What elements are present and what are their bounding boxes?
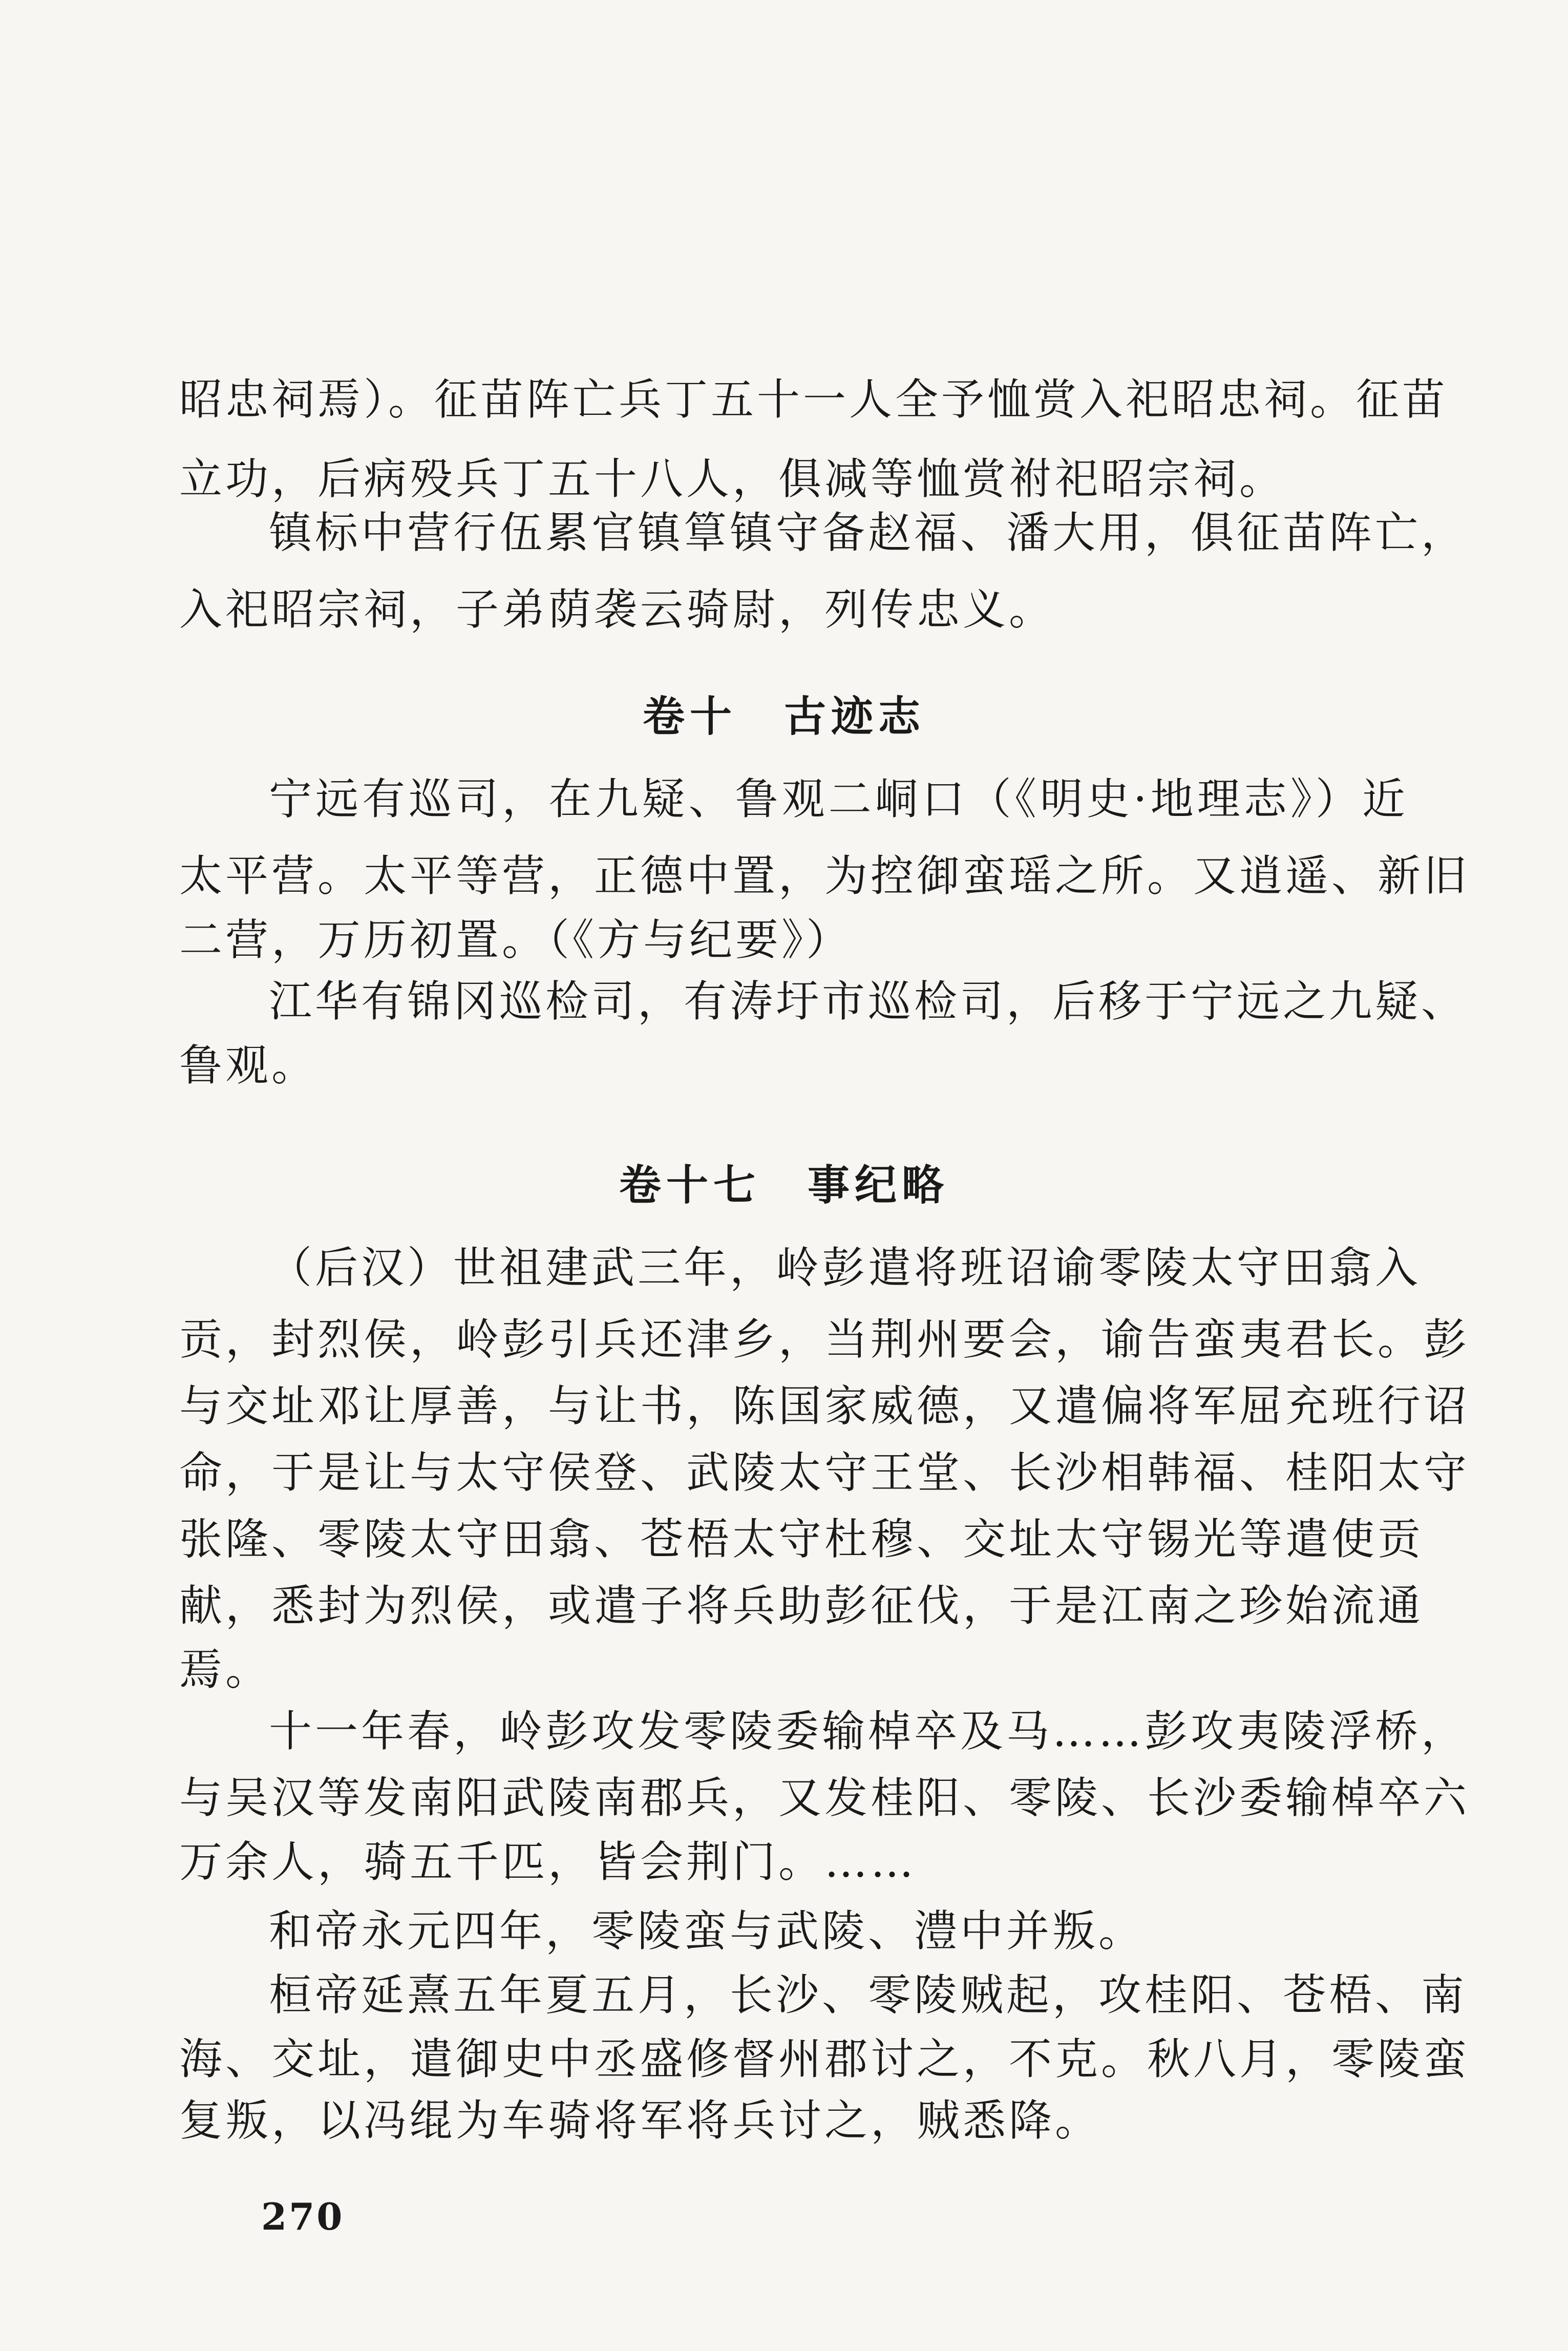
text-line: 与交址邓让厚善，与让书，陈国家威德，又遣偏将军屈充班行诏	[179, 1381, 1470, 1431]
text-line: 太平营。太平等营，正德中置，为控御蛮瑶之所。又逍遥、新旧	[179, 851, 1470, 901]
text-line: 张隆、零陵太守田翕、苍梧太守杜穆、交址太守锡光等遣使贡	[179, 1514, 1424, 1564]
section-heading: 卷十 古迹志	[642, 692, 925, 741]
text-line: 命，于是让与太守侯登、武陵太守王堂、长沙相韩福、桂阳太守	[179, 1447, 1470, 1498]
text-line: 与吴汉等发南阳武陵南郡兵，又发桂阳、零陵、长沙委输棹卒六	[179, 1773, 1470, 1823]
text-line: 江华有锦冈巡检司，有涛圩市巡检司，后移于宁远之九疑、	[269, 976, 1468, 1026]
text-line: 镇标中营行伍累官镇筸镇守备赵福、潘大用，俱征苗阵亡，	[269, 508, 1468, 558]
text-line: 宁远有巡司，在九疑、鲁观二峒口（《明史·地理志》）近	[269, 774, 1408, 824]
section-heading: 卷十七 事纪略	[619, 1161, 949, 1210]
text-line: 昭忠祠焉）。征苗阵亡兵丁五十一人全予恤赏入祀昭忠祠。征苗	[179, 374, 1449, 425]
text-line: 万余人，骑五千匹，皆会荆门。……	[179, 1837, 917, 1887]
text-line: 桓帝延熹五年夏五月，长沙、零陵贼起，攻桂阳、苍梧、南	[269, 1970, 1468, 2020]
page-number: 270	[261, 2195, 345, 2238]
text-line: 和帝永元四年，零陵蛮与武陵、澧中并叛。	[269, 1906, 1145, 1956]
text-line: 二营，万历初置。（《方与纪要》）	[179, 915, 853, 965]
text-line: 十一年春，岭彭攻发零陵委输棹卒及马……彭攻夷陵浮桥，	[269, 1706, 1468, 1756]
text-line: 献，悉封为烈侯，或遣子将兵助彭征伐，于是江南之珍始流通	[179, 1581, 1424, 1631]
text-line: 贡，封烈侯，岭彭引兵还津乡，当荆州要会，谕告蛮夷君长。彭	[179, 1314, 1470, 1365]
text-line: 复叛，以冯绲为车骑将军将兵讨之，贼悉降。	[179, 2095, 1101, 2146]
text-line: 入祀昭宗祠，子弟荫袭云骑尉，列传忠义。	[179, 584, 1055, 635]
text-line: （后汉）世祖建武三年，岭彭遣将班诏谕零陵太守田翕入	[269, 1243, 1422, 1293]
text-line: 焉。	[179, 1645, 272, 1695]
text-line: 海、交址，遣御史中丞盛修督州郡讨之，不克。秋八月，零陵蛮	[179, 2034, 1470, 2084]
text-line: 鲁观。	[179, 1040, 318, 1090]
text-line: 立功，后病殁兵丁五十八人，俱减等恤赏祔祀昭宗祠。	[179, 454, 1286, 504]
